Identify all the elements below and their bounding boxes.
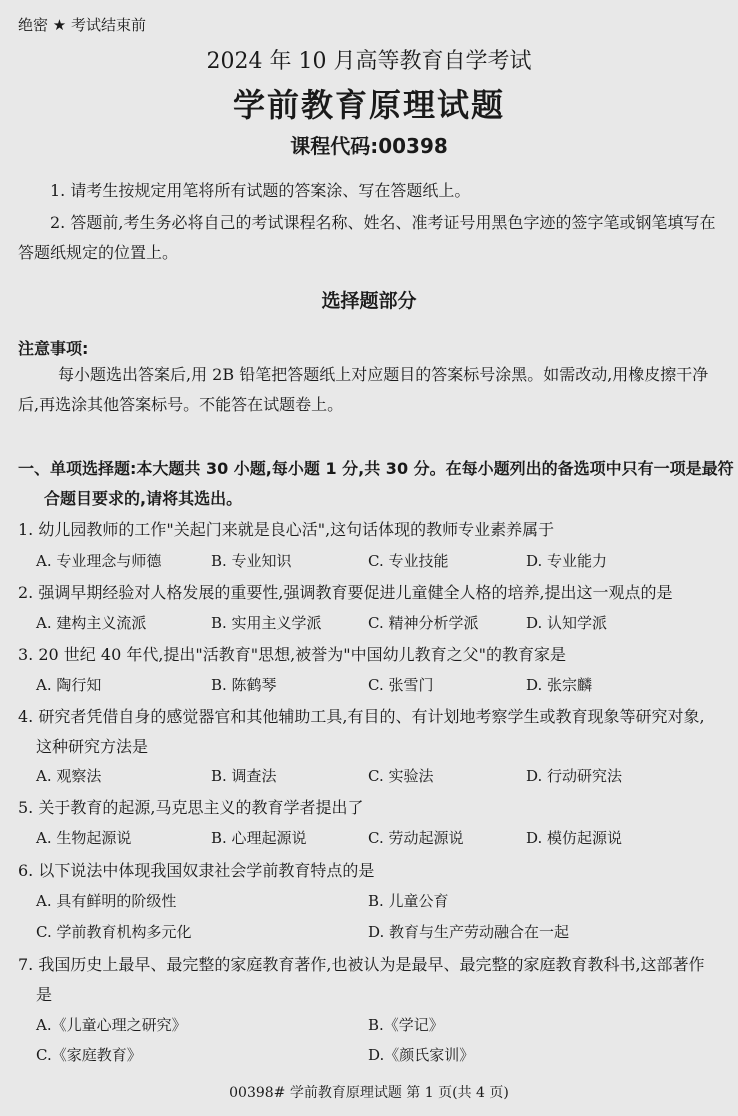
question-options-row-2 xyxy=(36,1044,726,1068)
option-b: B. 专业知识 xyxy=(211,552,292,570)
question-stem: 6. 以下说法中体现我国奴隶社会学前教育特点的是 xyxy=(18,861,375,880)
instruction-1: 1. 请考生按规定用笔将所有试题的答案涂、写在答题纸上。 xyxy=(50,181,471,200)
instruction-2: 2. 答题前,考生务必将自己的考试课程名称、姓名、准考证号用黑色字迹的签字笔或钢笔填写在答题纸规定的位置上。 xyxy=(18,213,716,262)
exam-session-line: 2024 年 10 月高等教育自学考试 xyxy=(206,49,532,74)
option-a: A. 生物起源说 xyxy=(36,829,132,847)
course-code: 课程代码:00398 xyxy=(290,134,448,158)
notice-label: 注意事项: xyxy=(18,339,89,358)
option-d: D. 认知学派 xyxy=(526,614,608,632)
option-b: B. 陈鹤琴 xyxy=(211,676,277,694)
section-title: 选择题部分 xyxy=(321,290,417,312)
option-b: B. 调查法 xyxy=(211,767,277,785)
notice-text: 每小题选出答案后,用 2B 铅笔把答题纸上对应题目的答案标号涂黑。如需改动,用橡皮擦干净后,再选涂其他答案标号。不能答在试题卷上。 xyxy=(18,365,709,414)
question-options-row-1 xyxy=(36,890,726,914)
option-c: C.《家庭教育》 xyxy=(36,1046,142,1064)
option-c: C. 张雪门 xyxy=(368,676,434,694)
option-a: A. 专业理念与师德 xyxy=(36,552,162,570)
question-stem: 4. 研究者凭借自身的感觉器官和其他辅助工具,有目的、有计划地考察学生或教育现象等研究对象,这种研究方法是 xyxy=(18,707,705,756)
option-c: C. 精神分析学派 xyxy=(368,614,479,632)
question-options-row-1 xyxy=(36,1014,726,1038)
option-b: B. 实用主义学派 xyxy=(211,614,322,632)
question-stem: 2. 强调早期经验对人格发展的重要性,强调教育要促进儿童健全人格的培养,提出这一观点的是 xyxy=(18,583,673,602)
page-title: 学前教育原理试题 xyxy=(232,86,505,124)
option-d: D. 教育与生产劳动融合在一起 xyxy=(368,923,570,941)
option-b: B. 儿童公育 xyxy=(368,892,449,910)
question-options xyxy=(36,612,726,636)
question-stem: 5. 关于教育的起源,马克思主义的教育学者提出了 xyxy=(18,798,364,817)
option-b: B.《学记》 xyxy=(368,1016,444,1034)
option-d: D.《颜氏家训》 xyxy=(368,1046,475,1064)
question-options xyxy=(36,827,726,851)
option-a: A. 观察法 xyxy=(36,767,102,785)
option-d: D. 专业能力 xyxy=(526,552,608,570)
question-stem: 1. 幼儿园教师的工作"关起门来就是良心活",这句话体现的教师专业素养属于 xyxy=(18,520,555,539)
question-stem: 3. 20 世纪 40 年代,提出"活教育"思想,被誉为"中国幼儿教育之父"的教育家是 xyxy=(18,645,566,664)
option-c: C. 专业技能 xyxy=(368,552,449,570)
option-a: A. 具有鲜明的阶级性 xyxy=(36,892,177,910)
option-a: A. 陶行知 xyxy=(36,676,102,694)
option-c: C. 实验法 xyxy=(368,767,434,785)
option-d: D. 模仿起源说 xyxy=(526,829,623,847)
option-c: C. 学前教育机构多元化 xyxy=(36,923,192,941)
confidential-label: 绝密 ★ 考试结束前 xyxy=(18,16,146,34)
option-d: D. 张宗麟 xyxy=(526,676,593,694)
option-a: A. 建构主义流派 xyxy=(36,614,147,632)
question-stem: 7. 我国历史上最早、最完整的家庭教育著作,也被认为是最早、最完整的家庭教育教科书,这部著作是 xyxy=(18,955,705,1004)
question-options xyxy=(36,674,726,698)
option-c: C. 劳动起源说 xyxy=(368,829,464,847)
option-d: D. 行动研究法 xyxy=(526,767,623,785)
option-b: B. 心理起源说 xyxy=(211,829,307,847)
question-options xyxy=(36,550,726,574)
question-options-row-2 xyxy=(36,921,726,945)
question-options xyxy=(36,765,726,789)
part-heading: 一、单项选择题:本大题共 30 小题,每小题 1 分,共 30 分。在每小题列出的备选项中只有一项是最符合题目要求的,请将其选出。 xyxy=(18,459,734,508)
page-footer: 00398# 学前教育原理试题 第 1 页(共 4 页) xyxy=(229,1085,509,1101)
option-a: A.《儿童心理之研究》 xyxy=(36,1016,187,1034)
